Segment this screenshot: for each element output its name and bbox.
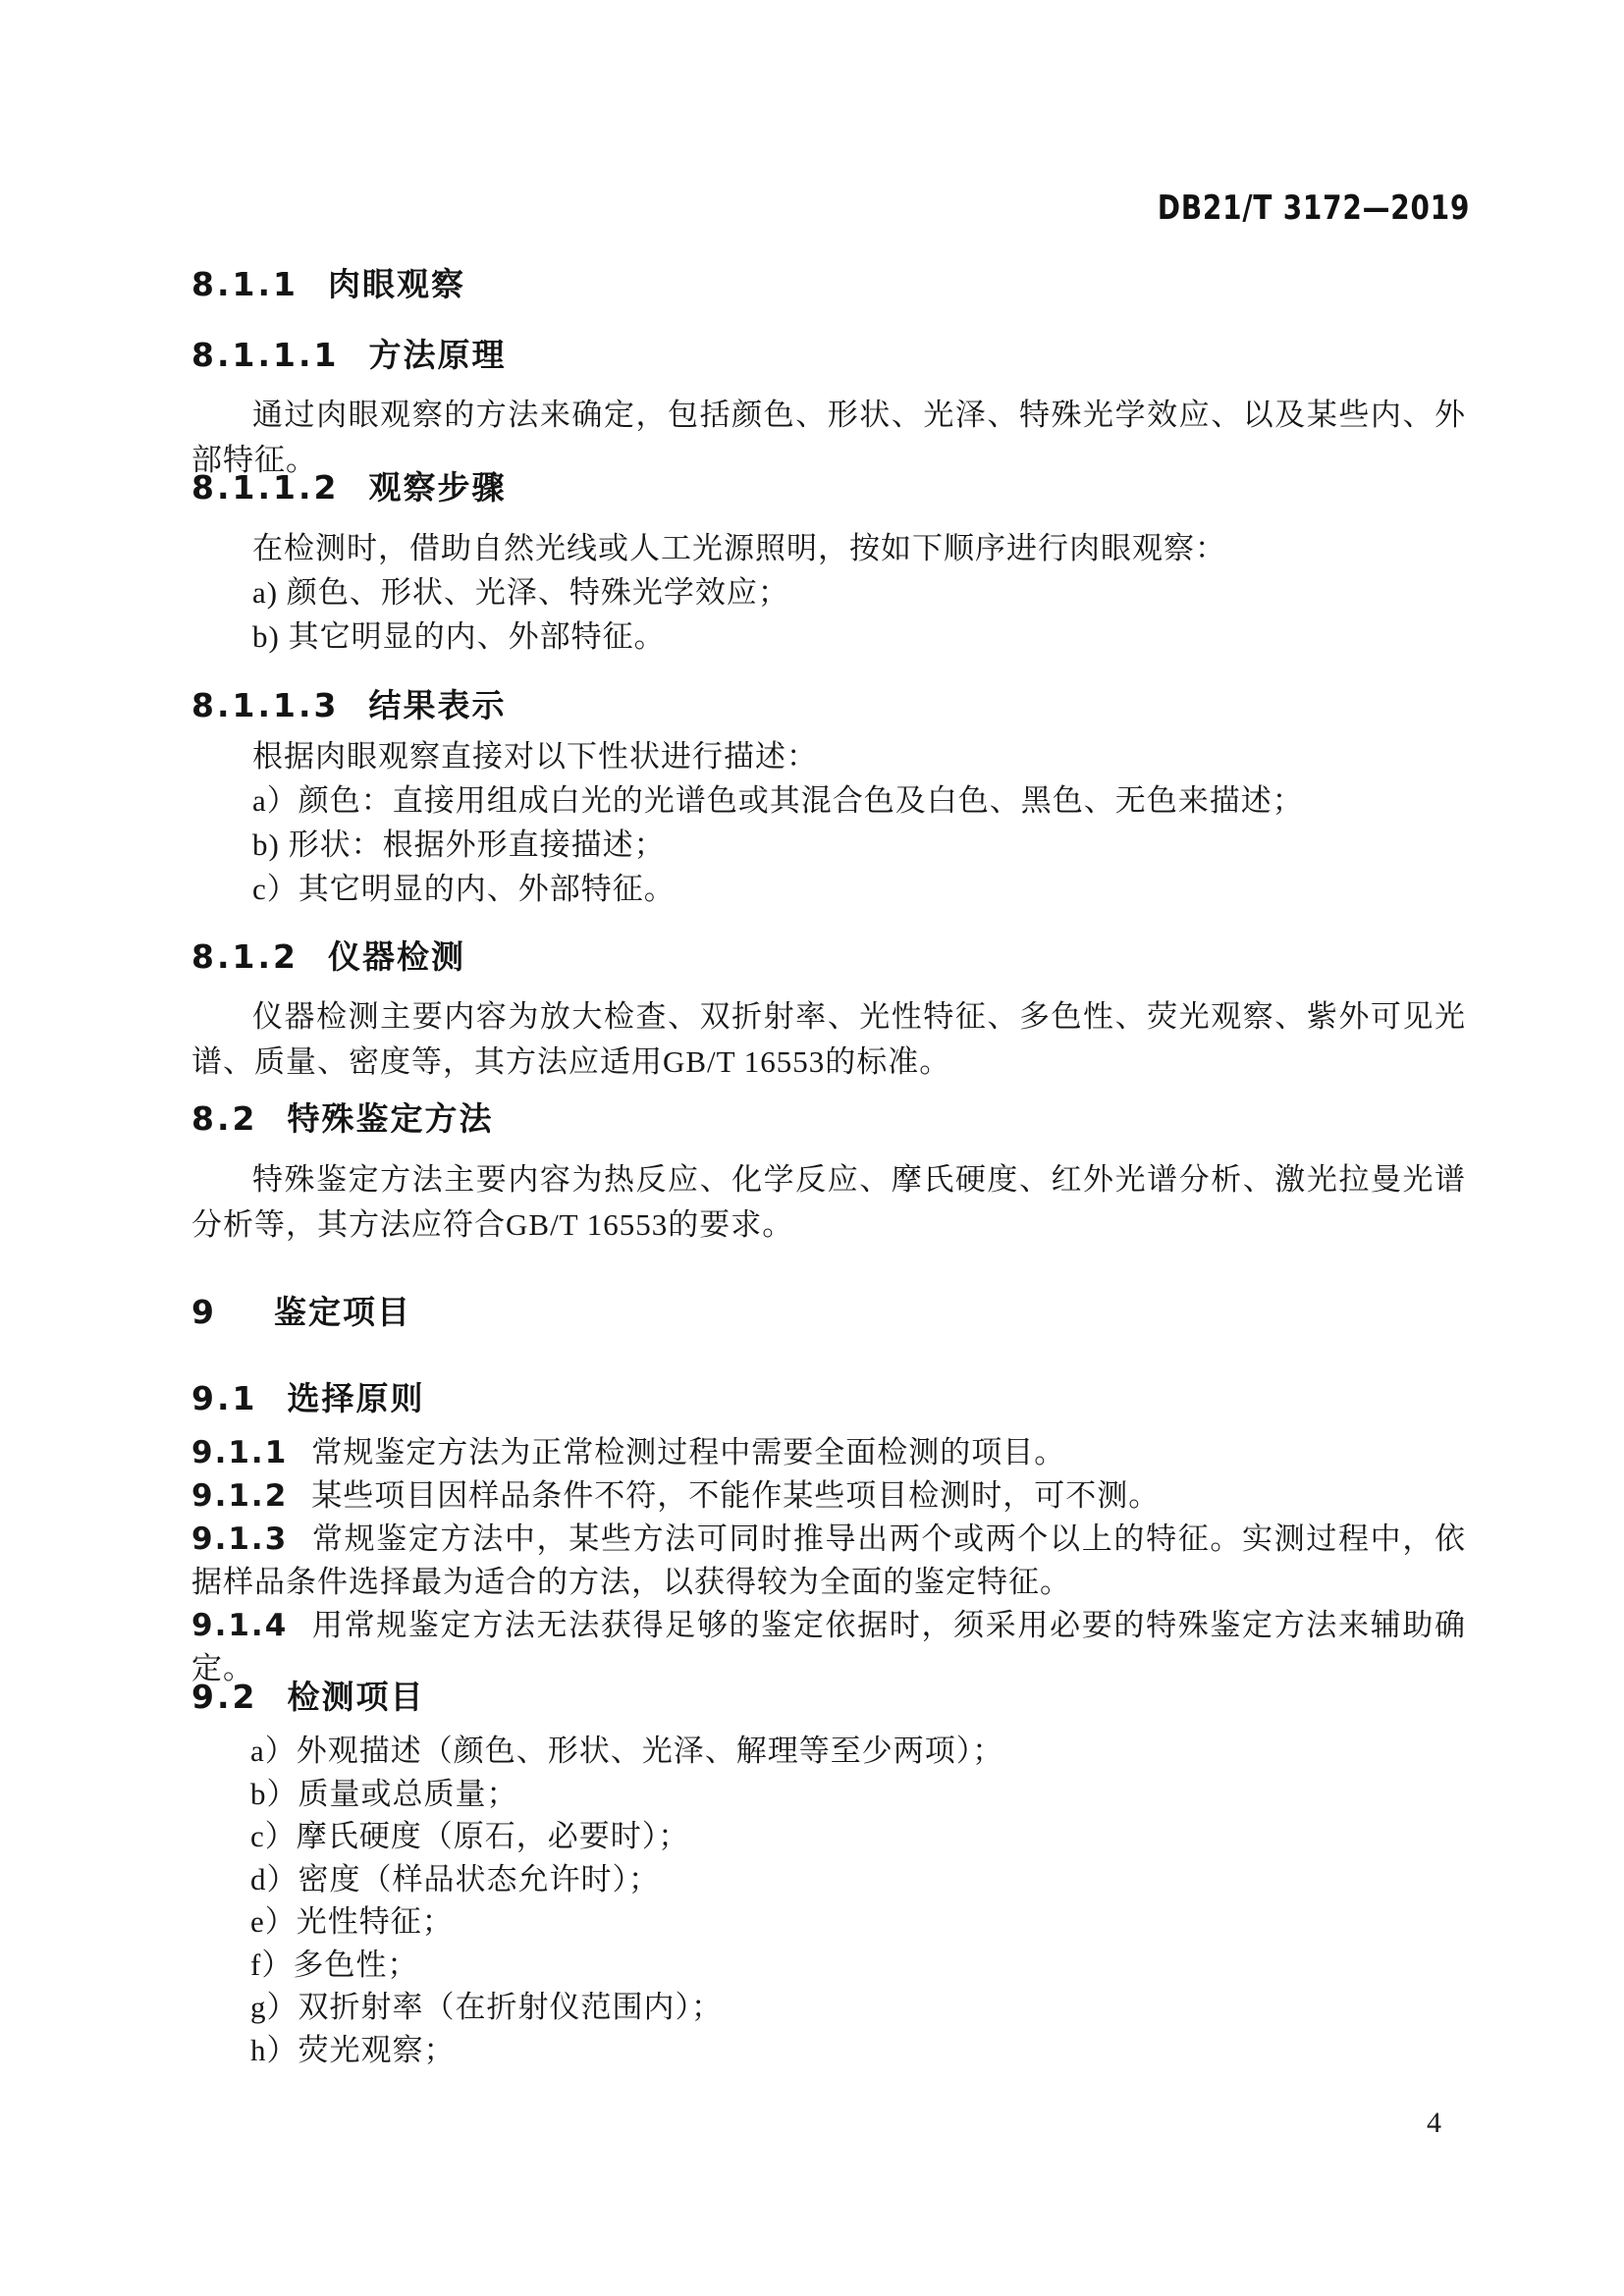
clause-text: 用常规鉴定方法无法获得足够的鉴定依据时，须采用必要的特殊鉴定方法来辅助确定。 (191, 1608, 1466, 1685)
clause-number: 9.1.2 (191, 1478, 289, 1514)
clause-text: 常规鉴定方法为正常检测过程中需要全面检测的项目。 (311, 1435, 1066, 1469)
list-item: b) 形状：根据外形直接描述； (252, 828, 666, 862)
heading-8-2 (191, 1094, 493, 1140)
clause-9-1-1 (191, 1431, 1466, 1474)
heading-title: 特殊鉴定方法 (287, 1099, 494, 1138)
heading-8-1-1-2 (191, 462, 506, 508)
heading-9-1 (191, 1373, 424, 1419)
heading-8-1-2 (191, 932, 465, 978)
heading-title: 仪器检测 (327, 937, 465, 976)
heading-number: 8.1.1.2 (191, 468, 340, 507)
heading-title: 方法原理 (368, 336, 507, 374)
heading-9 (191, 1287, 411, 1333)
heading-number: 8.1.2 (191, 937, 298, 976)
clause-text: 某些项目因样品条件不符，不能作某些项目检测时，可不测。 (311, 1478, 1161, 1513)
heading-title: 观察步骤 (368, 468, 507, 507)
clause-number: 9.1.4 (191, 1608, 289, 1643)
list-item: e）光性特征； (250, 1904, 454, 1939)
heading-title: 选择原则 (287, 1379, 425, 1417)
heading-title: 肉眼观察 (327, 265, 465, 303)
list-item: d）密度（样品状态允许时）； (250, 1861, 660, 1896)
heading-number: 9.2 (191, 1678, 258, 1716)
heading-title: 结果表示 (368, 686, 507, 724)
heading-8-1-1-3 (191, 680, 506, 726)
clause-number: 9.1.1 (191, 1435, 289, 1470)
heading-title: 鉴定项目 (273, 1293, 411, 1331)
heading-number: 8.1.1.3 (191, 686, 340, 724)
heading-8-1-1 (191, 259, 465, 305)
heading-number: 9 (191, 1293, 217, 1331)
heading-8-1-1-1 (191, 330, 506, 376)
heading-title: 检测项目 (287, 1678, 425, 1716)
list-item: f）多色性； (250, 1947, 419, 1982)
detection-items-list (250, 1730, 1003, 2071)
heading-number: 8.2 (191, 1099, 258, 1138)
paragraph-instrument-testing: 仪器检测主要内容为放大检查、双折射率、光性特征、多色性、荧光观察、紫外可见光谱、质量、密度等，其方法应适用GB/T 16553的标准。 (191, 999, 1466, 1079)
list-item: a）颜色：直接用组成白光的光谱色或其混合色及白色、黑色、无色来描述； (252, 783, 1304, 818)
heading-number: 8.1.1.1 (191, 336, 340, 374)
list-item: b）质量或总质量； (250, 1776, 518, 1811)
list-item: c）摩氏硬度（原石，必要时）； (250, 1819, 690, 1853)
clause-text: 常规鉴定方法中，某些方法可同时推导出两个或两个以上的特征。实测过程中，依据样品条件选择最为适合的方法，以获得较为全面的鉴定特征。 (191, 1522, 1466, 1599)
list-item: h）荧光观察； (250, 2032, 456, 2067)
heading-number: 9.1 (191, 1379, 258, 1417)
clause-list-9-1 (191, 1431, 1466, 1690)
list-item: a) 颜色、形状、光泽、特殊光学效应； (252, 575, 789, 610)
paragraph-observation-intro: 在检测时，借助自然光线或人工光源照明，按如下顺序进行肉眼观察： (252, 531, 1226, 565)
list-item: c）其它明显的内、外部特征。 (252, 872, 676, 906)
page-number: 4 (1427, 2107, 1441, 2139)
clause-9-1-3 (191, 1518, 1466, 1604)
list-item: b) 其它明显的内、外部特征。 (252, 619, 666, 654)
paragraph-special-methods: 特殊鉴定方法主要内容为热反应、化学反应、摩氏硬度、红外光谱分析、激光拉曼光谱分析等，其方法应符合GB/T 16553的要求。 (191, 1162, 1466, 1242)
paragraph-result-intro: 根据肉眼观察直接对以下性状进行描述： (252, 739, 818, 774)
clause-number: 9.1.3 (191, 1522, 289, 1557)
heading-9-2 (191, 1672, 424, 1718)
paragraph-method-principle: 通过肉眼观察的方法来确定，包括颜色、形状、光泽、特殊光学效应、以及某些内、外部特征。 (191, 398, 1466, 477)
list-item: a）外观描述（颜色、形状、光泽、解理等至少两项）； (250, 1734, 1004, 1768)
heading-number: 8.1.1 (191, 265, 298, 303)
clause-9-1-2 (191, 1474, 1466, 1518)
list-item: g）双折射率（在折射仪范围内）； (250, 1990, 723, 2024)
doc-code-header: DB21/T 3172—2019 (1157, 188, 1470, 228)
